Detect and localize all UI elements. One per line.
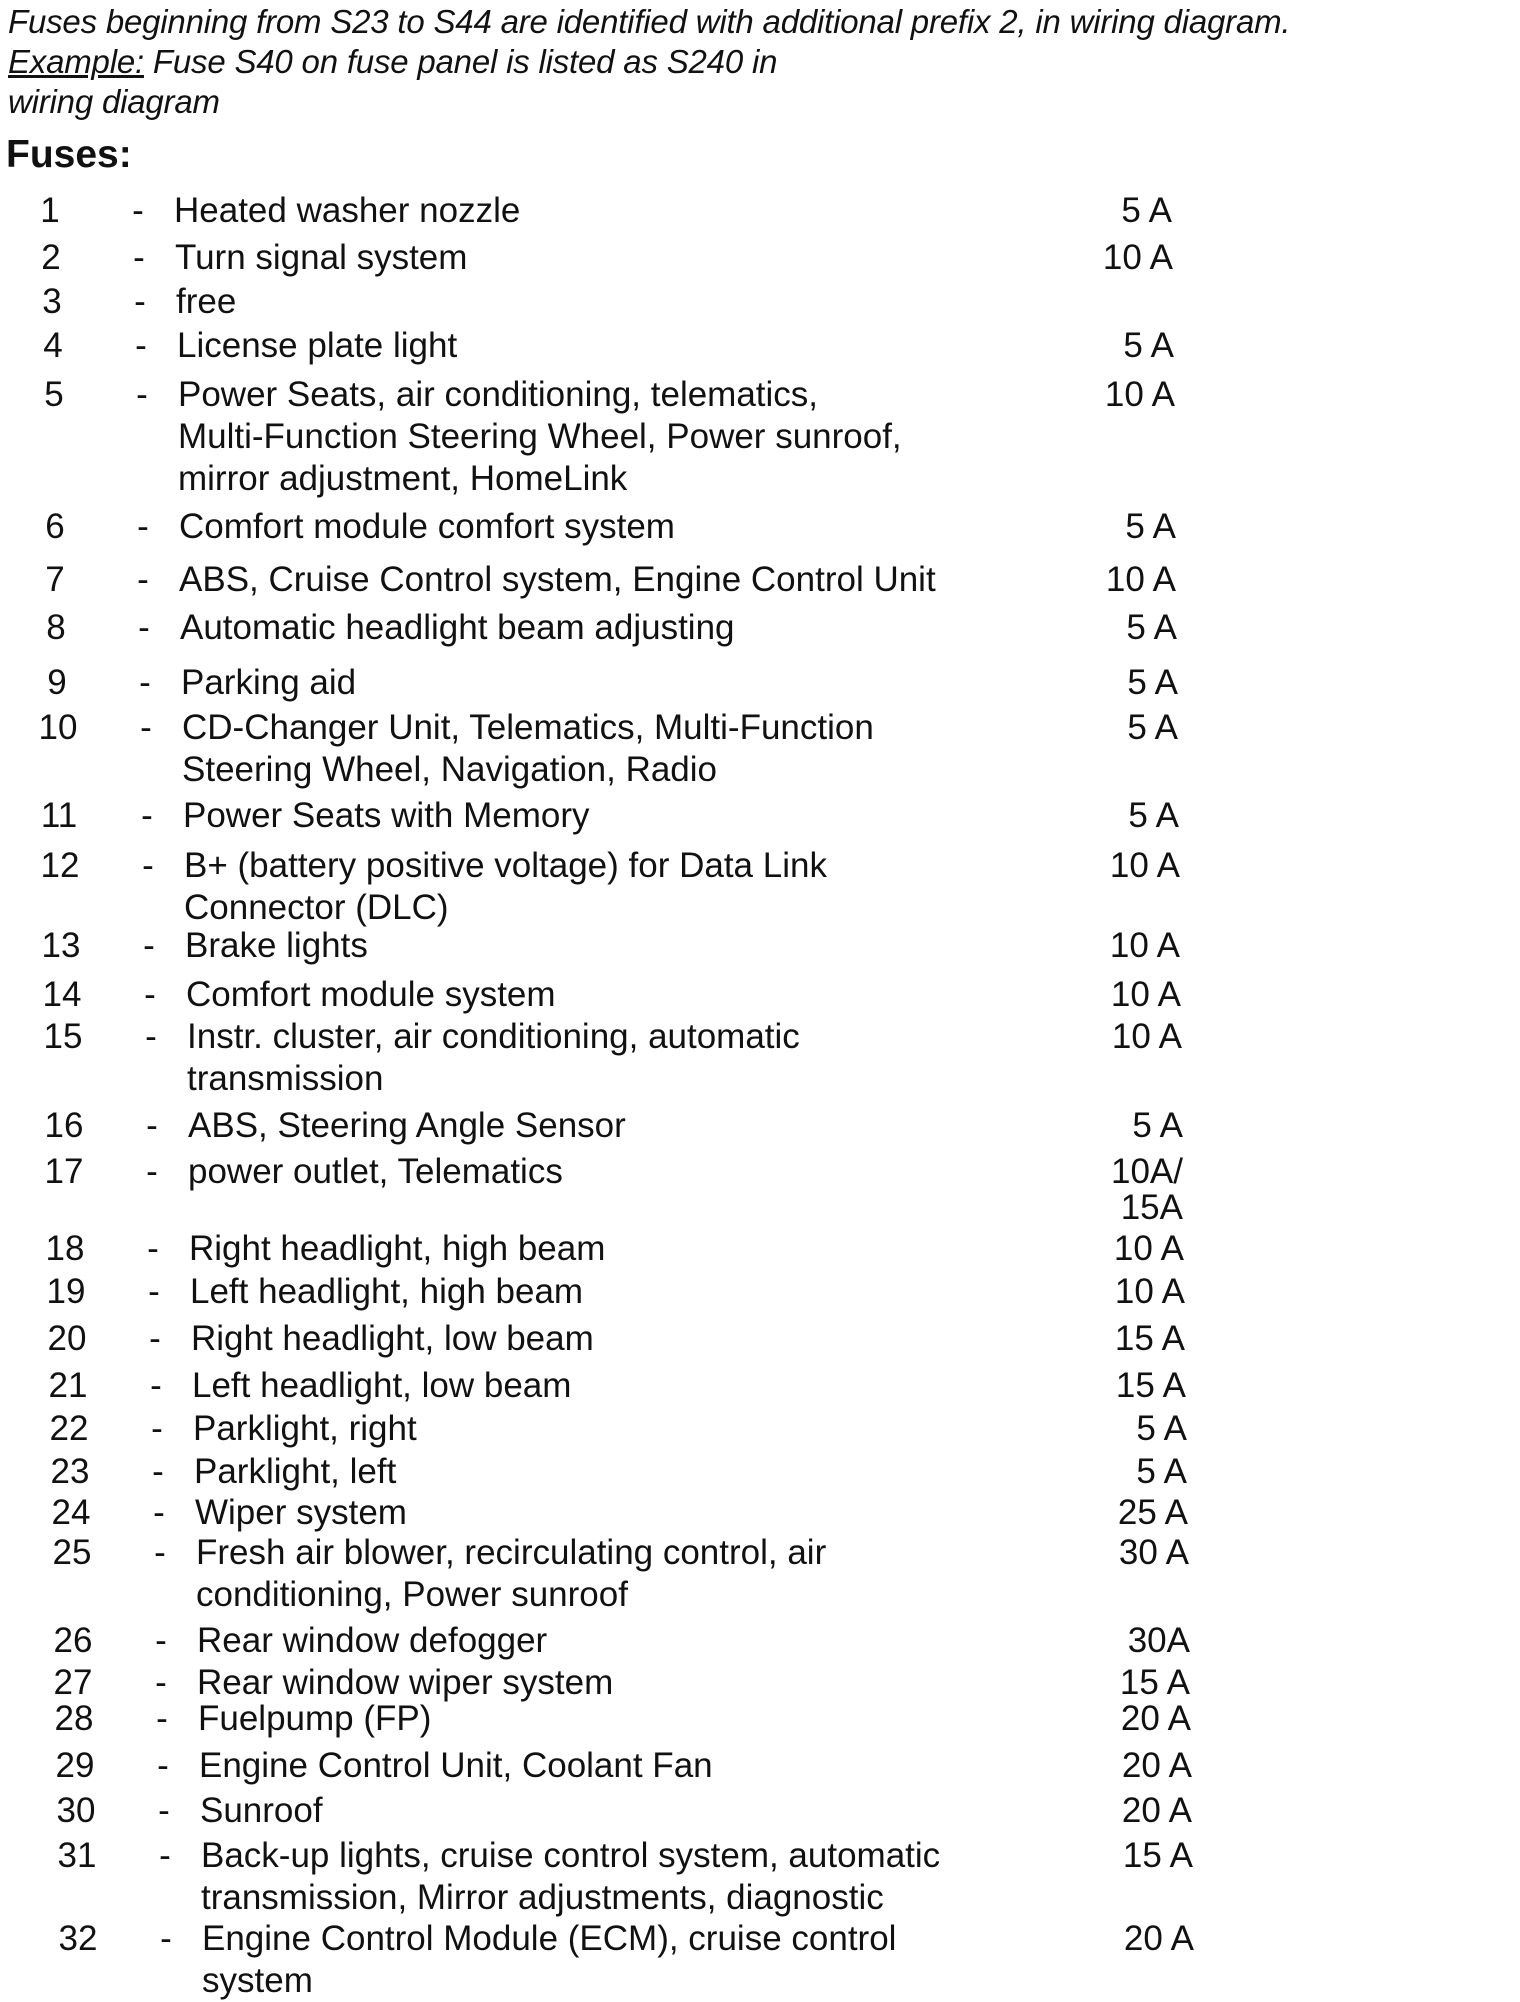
fuse-amperage: 5 A (1127, 663, 1178, 702)
fuse-number: 4 (43, 326, 63, 365)
fuse-amperage: 10 A (1104, 375, 1175, 414)
fuse-description: Comfort module system (186, 975, 556, 1014)
fuse-amperage: 15 A (1114, 1319, 1185, 1358)
fuse-dash: - (142, 846, 154, 885)
fuse-description: power outlet, Telematics (188, 1152, 563, 1191)
fuse-dash: - (136, 375, 148, 414)
fuse-description: transmission, Mirror adjustments, diagnostic (201, 1878, 884, 1917)
fuse-amperage: 5 A (1127, 708, 1178, 747)
fuse-amperage: 10 A (1110, 975, 1181, 1014)
fuse-dash: - (147, 1229, 159, 1268)
fuse-dash: - (135, 326, 147, 365)
fuse-amperage: 5 A (1126, 608, 1177, 647)
fuse-description: Automatic headlight beam adjusting (180, 608, 735, 647)
fuse-number: 5 (44, 375, 64, 414)
fuse-dash: - (141, 796, 153, 835)
fuse-description: transmission (187, 1059, 384, 1098)
fuse-number: 18 (45, 1229, 85, 1268)
fuse-description: B+ (battery positive voltage) for Data Link (184, 846, 827, 885)
fuse-number: 22 (49, 1409, 89, 1448)
fuse-amperage: 20 A (1121, 1791, 1192, 1830)
note-line-3: wiring diagram (8, 83, 220, 120)
example-text: Fuse S40 on fuse panel is listed as S240 in (143, 43, 778, 80)
fuse-number: 21 (48, 1366, 88, 1405)
fuse-amperage: 5 A (1121, 191, 1172, 230)
fuse-number: 3 (42, 282, 62, 321)
fuse-number: 9 (47, 663, 67, 702)
note-line-2 (8, 42, 777, 82)
fuse-number: 30 (56, 1791, 96, 1830)
fuse-dash: - (159, 1836, 171, 1875)
fuse-number: 24 (51, 1493, 91, 1532)
fuse-description: Parklight, left (194, 1452, 397, 1491)
fuse-dash: - (148, 1272, 160, 1311)
fuse-description: Rear window defogger (197, 1621, 548, 1660)
fuse-description: Steering Wheel, Navigation, Radio (182, 750, 718, 789)
fuse-dash: - (137, 507, 149, 546)
fuse-amperage: 15 A (1119, 1663, 1190, 1702)
fuse-description: CD-Changer Unit, Telematics, Multi-Function (182, 708, 874, 747)
fuse-number: 12 (40, 846, 80, 885)
fuse-description: Right headlight, high beam (189, 1229, 606, 1268)
fuse-amperage: 20 A (1123, 1919, 1194, 1958)
fuse-amperage: 30 A (1118, 1533, 1189, 1572)
fuse-dash: - (137, 560, 149, 599)
fuse-dash: - (139, 663, 151, 702)
fuse-description: Back-up lights, cruise control system, automatic (201, 1836, 941, 1875)
fuse-amperage: 10 A (1105, 560, 1176, 599)
fuse-number: 2 (41, 238, 61, 277)
fuse-description: Power Seats with Memory (183, 796, 590, 835)
fuse-amperage: 10 A (1113, 1229, 1184, 1268)
fuse-amperage: 10 A (1102, 238, 1173, 277)
fuse-amperage: 5 A (1136, 1409, 1187, 1448)
fuse-number: 31 (57, 1836, 97, 1875)
fuse-number: 7 (45, 560, 65, 599)
fuse-dash: - (155, 1621, 167, 1660)
fuse-description: conditioning, Power sunroof (196, 1575, 628, 1614)
fuse-description: Sunroof (200, 1791, 323, 1830)
fuse-amperage: 15 A (1115, 1366, 1186, 1405)
fuse-number: 15 (43, 1017, 83, 1056)
fuse-number: 14 (42, 975, 82, 1014)
fuse-amperage: 15 A (1122, 1836, 1193, 1875)
fuse-description: Left headlight, high beam (190, 1272, 584, 1311)
fuse-description: system (202, 1961, 313, 2000)
fuse-description: Multi-Function Steering Wheel, Power sunroof, (178, 417, 902, 456)
fuse-number: 27 (53, 1663, 93, 1702)
fuse-amperage: 5 A (1132, 1106, 1183, 1145)
fuse-number: 13 (41, 926, 81, 965)
fuse-description: Connector (DLC) (184, 888, 449, 927)
fuse-number: 10 (38, 708, 78, 747)
fuses-heading: Fuses: (6, 133, 132, 176)
fuse-number: 20 (47, 1319, 87, 1358)
fuse-number: 1 (40, 191, 60, 230)
fuse-number: 25 (52, 1533, 92, 1572)
fuse-amperage: 25 A (1117, 1493, 1188, 1532)
fuse-dash: - (155, 1663, 167, 1702)
fuse-dash: - (156, 1699, 168, 1738)
fuse-number: 16 (44, 1106, 84, 1145)
fuse-description: Engine Control Unit, Coolant Fan (199, 1746, 713, 1785)
fuse-number: 8 (46, 608, 66, 647)
fuse-description: ABS, Cruise Control system, Engine Control Unit (179, 560, 936, 599)
fuse-amperage: 10 A (1114, 1272, 1185, 1311)
fuse-description: Power Seats, air conditioning, telematics, (178, 375, 819, 414)
fuse-dash: - (151, 1409, 163, 1448)
fuse-description: Right headlight, low beam (191, 1319, 594, 1358)
fuse-amperage: 5 A (1123, 326, 1174, 365)
fuse-description: Heated washer nozzle (174, 191, 521, 230)
fuse-description: ABS, Steering Angle Sensor (188, 1106, 626, 1145)
fuse-amperage: 10 A (1109, 926, 1180, 965)
fuse-dash: - (145, 1017, 157, 1056)
example-label: Example: (8, 43, 144, 80)
fuse-amperage: 5 A (1128, 796, 1179, 835)
fuse-description: License plate light (177, 326, 458, 365)
fuse-dash: - (152, 1452, 164, 1491)
fuse-dash: - (144, 975, 156, 1014)
fuse-description: Comfort module comfort system (179, 507, 675, 546)
fuse-dash: - (134, 282, 146, 321)
fuse-dash: - (149, 1319, 161, 1358)
fuse-dash: - (150, 1366, 162, 1405)
fuse-amperage: 15A (1120, 1188, 1183, 1227)
fuse-amperage: 10A/ (1111, 1152, 1183, 1191)
fuse-description: Engine Control Module (ECM), cruise control (202, 1919, 897, 1958)
fuse-amperage: 20 A (1121, 1746, 1192, 1785)
fuse-description: Fuelpump (FP) (198, 1699, 432, 1738)
fuse-dash: - (146, 1152, 158, 1191)
fuse-dash: - (160, 1919, 172, 1958)
fuse-dash: - (132, 191, 144, 230)
fuse-description: Brake lights (185, 926, 368, 965)
fuse-amperage: 10 A (1109, 846, 1180, 885)
fuse-description: Rear window wiper system (197, 1663, 614, 1702)
fuse-description: free (176, 282, 237, 321)
fuse-dash: - (157, 1746, 169, 1785)
fuse-amperage: 10 A (1111, 1017, 1182, 1056)
fuse-number: 19 (46, 1272, 86, 1311)
fuse-description: Left headlight, low beam (192, 1366, 572, 1405)
fuse-description: Instr. cluster, air conditioning, automatic (187, 1017, 800, 1056)
fuse-number: 26 (53, 1621, 93, 1660)
fuse-amperage: 5 A (1125, 507, 1176, 546)
fuse-dash: - (146, 1106, 158, 1145)
fuse-description: Parking aid (181, 663, 357, 702)
fuse-dash: - (154, 1533, 166, 1572)
fuse-number: 28 (54, 1699, 94, 1738)
fuse-dash: - (153, 1493, 165, 1532)
fuse-dash: - (133, 238, 145, 277)
fuse-number: 6 (45, 507, 65, 546)
fuse-number: 23 (50, 1452, 90, 1491)
fuse-description: Turn signal system (175, 238, 468, 277)
note-line-1: Fuses beginning from S23 to S44 are identified with additional prefix 2, in wiring diagram. (8, 3, 1291, 40)
fuse-number: 11 (40, 796, 78, 835)
fuse-number: 29 (55, 1746, 95, 1785)
fuse-amperage: 5 A (1136, 1452, 1187, 1491)
fuse-number: 32 (58, 1919, 98, 1958)
fuse-number: 17 (44, 1152, 84, 1191)
fuse-dash: - (140, 708, 152, 747)
fuse-description: Wiper system (195, 1493, 407, 1532)
fuse-description: Fresh air blower, recirculating control, air (196, 1533, 827, 1572)
fuse-description: mirror adjustment, HomeLink (178, 459, 628, 498)
fuse-description: Parklight, right (193, 1409, 417, 1448)
fuse-dash: - (143, 926, 155, 965)
fuse-amperage: 30A (1127, 1621, 1190, 1660)
fuse-dash: - (138, 608, 150, 647)
fuse-amperage: 20 A (1120, 1699, 1191, 1738)
fuse-dash: - (158, 1791, 170, 1830)
